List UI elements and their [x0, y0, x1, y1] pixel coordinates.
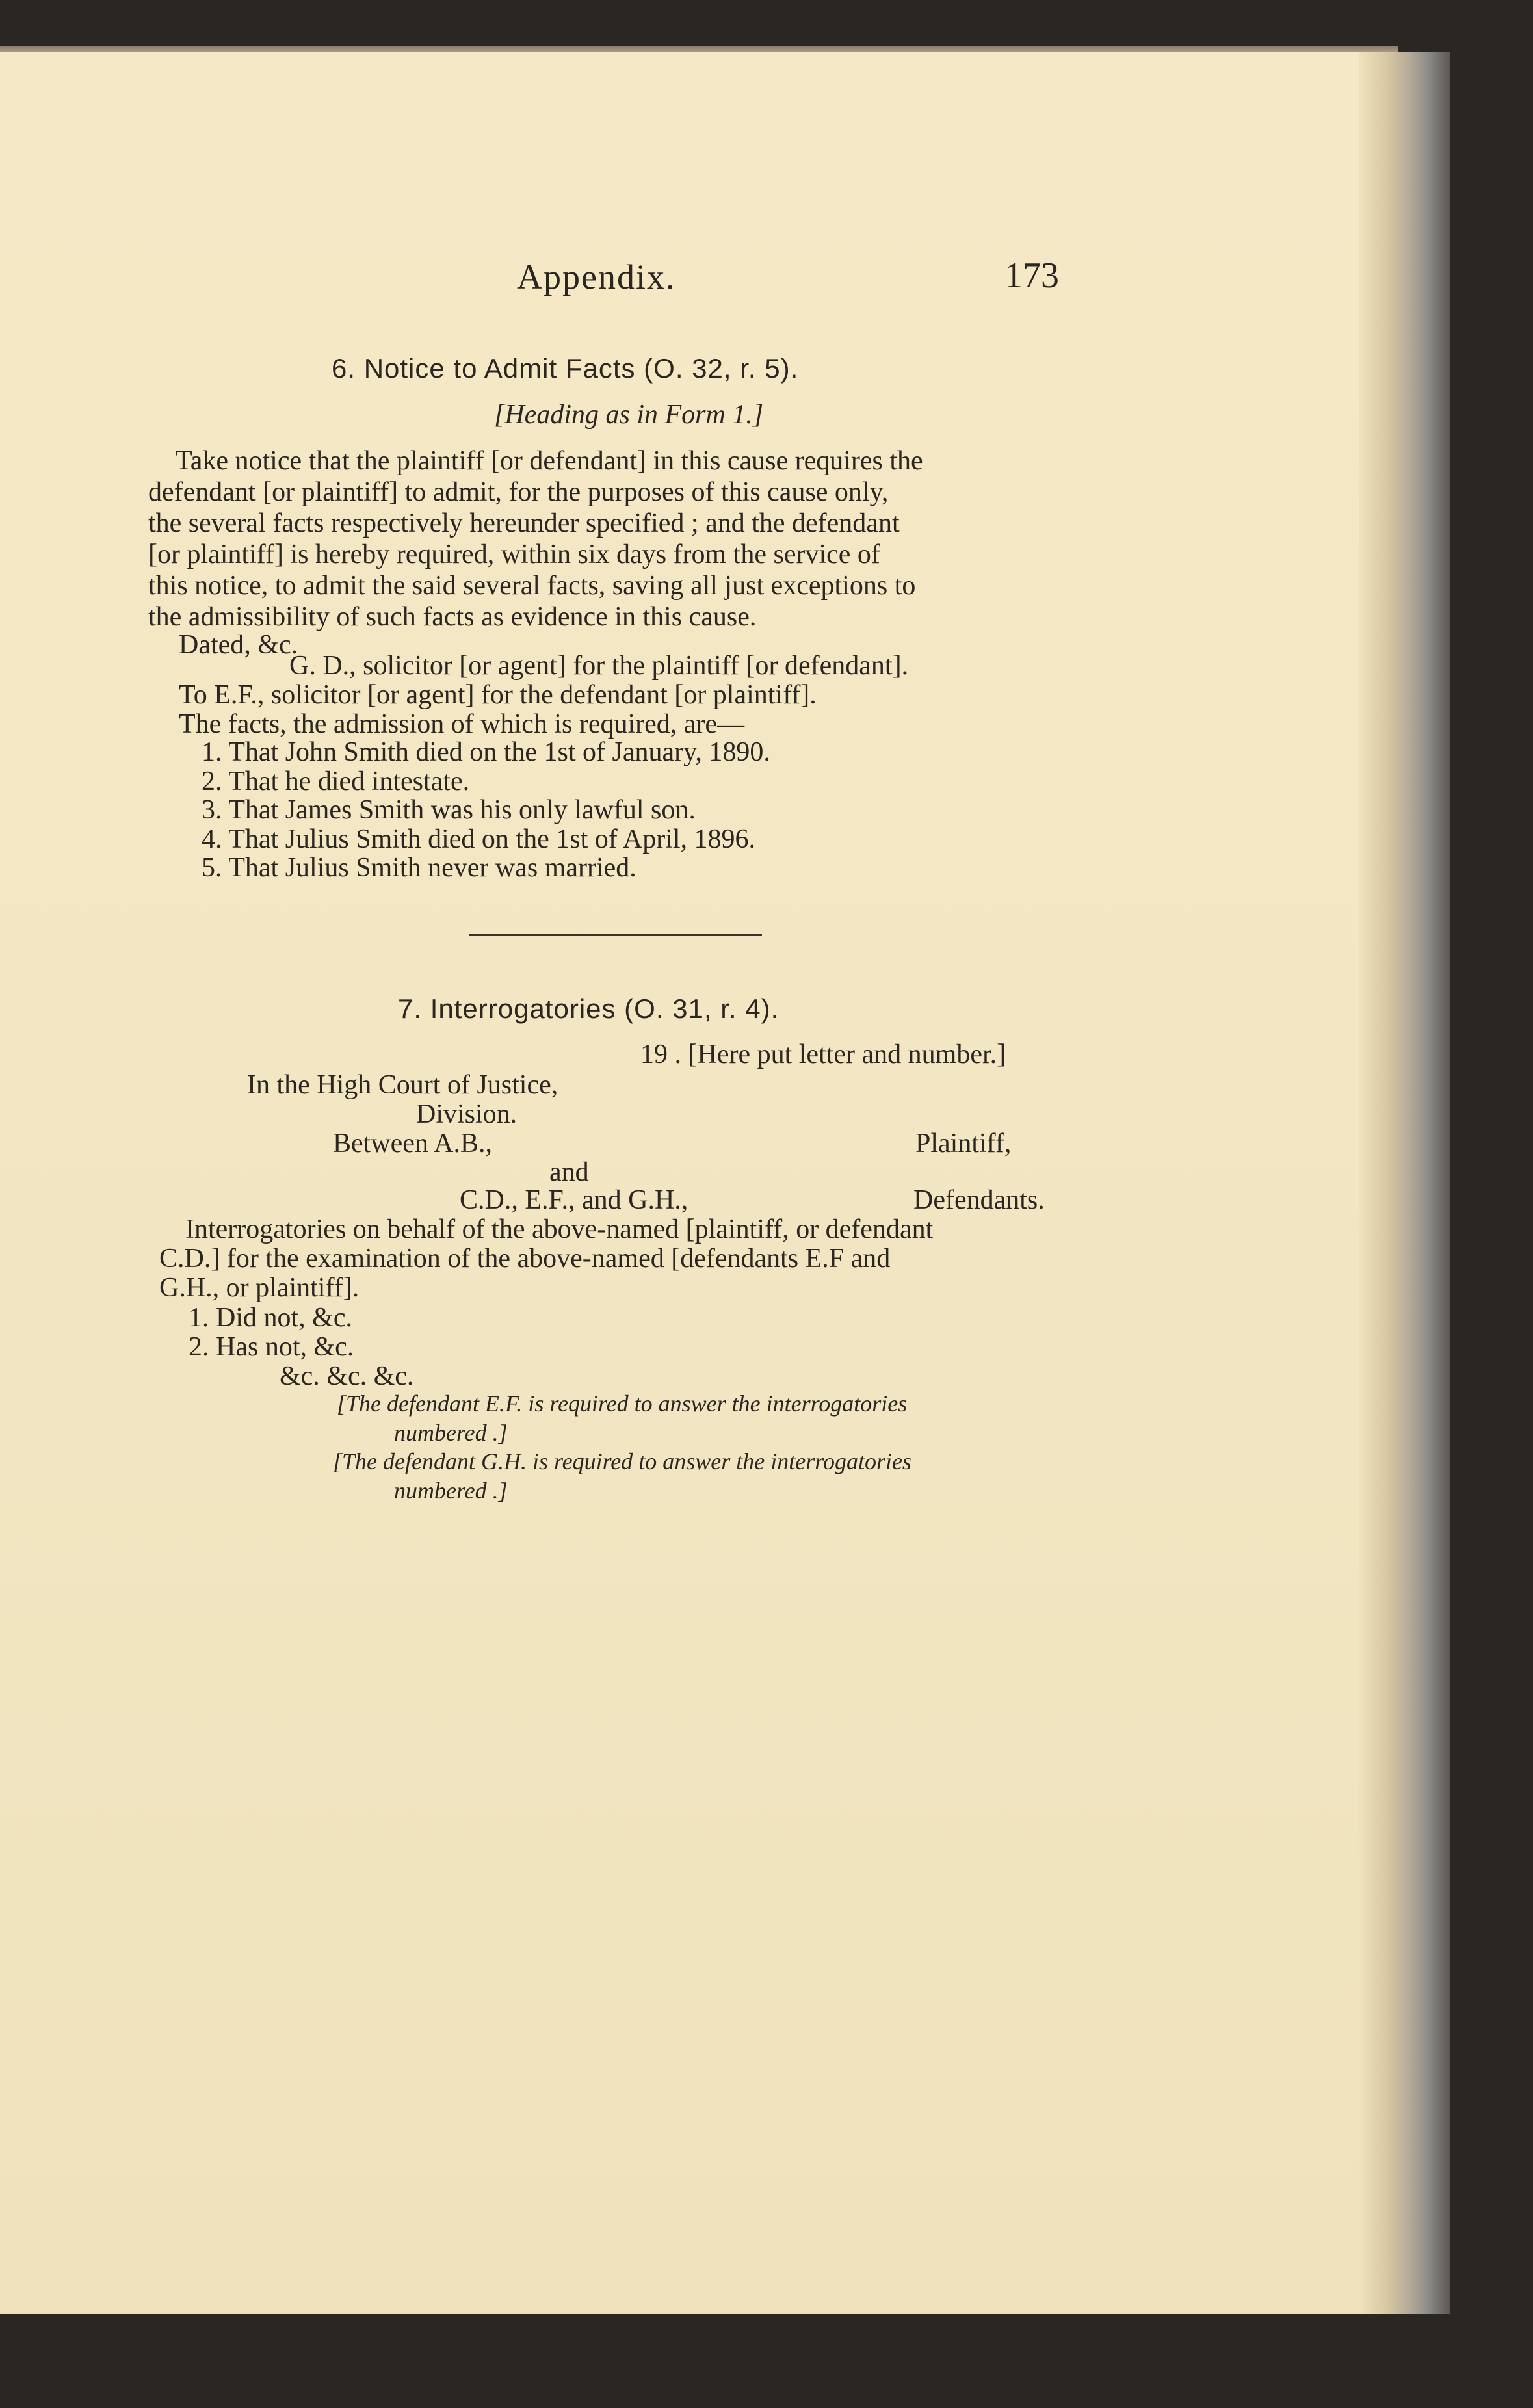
form6-fact: 3. That James Smith was his only lawful son.	[202, 795, 696, 825]
form6-body-line: this notice, to admit the said several facts, saving all just exceptions to	[148, 571, 916, 601]
form6-body-line: defendant [or plaintiff] to admit, for the purposes of this cause only,	[148, 477, 889, 507]
form7-between: Between A.B.,	[333, 1129, 492, 1158]
form7-item: 2. Has not, &c.	[189, 1332, 354, 1362]
section-divider	[469, 934, 762, 936]
form7-heading: 7. Interrogatories (O. 31, r. 4).	[398, 993, 780, 1024]
form7-division: Division.	[416, 1099, 518, 1129]
form6-addressee: To E.F., solicitor [or agent] for the defendant [or plaintiff].	[179, 680, 817, 710]
form7-court: In the High Court of Justice,	[247, 1070, 558, 1100]
form7-intro-line: Interrogatories on behalf of the above-named [plaintiff, or defendant	[185, 1214, 934, 1244]
form7-plaintiff-label: Plaintiff,	[915, 1129, 1012, 1158]
form6-fact: 5. That Julius Smith never was married.	[202, 853, 636, 883]
page-number: 173	[1004, 255, 1059, 296]
form6-body-line: Take notice that the plaintiff [or defendant] in this cause requires the	[176, 446, 923, 476]
book-spine-edge	[1359, 52, 1450, 2314]
form6-body-line: the admissibility of such facts as evidence in this cause.	[148, 602, 757, 632]
form6-facts-intro: The facts, the admission of which is required, are—	[179, 709, 745, 739]
form7-and: and	[549, 1157, 589, 1187]
form6-dated: Dated, &c.	[179, 630, 298, 660]
form6-fact: 1. That John Smith died on the 1st of January, 1890.	[202, 737, 770, 767]
form7-item: 1. Did not, &c.	[189, 1303, 352, 1333]
form6-fact: 4. That Julius Smith died on the 1st of April, 1896.	[202, 824, 756, 854]
form7-note-line: numbered .]	[394, 1420, 508, 1446]
form7-defendants-names: C.D., E.F., and G.H.,	[460, 1185, 688, 1215]
form7-note-line: [The defendant E.F. is required to answer the interrogatories	[337, 1391, 908, 1417]
running-header-title: Appendix.	[517, 257, 676, 296]
form6-signature: G. D., solicitor [or agent] for the plaintiff [or defendant].	[289, 651, 909, 681]
form7-intro-line: G.H., or plaintiff].	[159, 1273, 360, 1303]
form6-body-line: the several facts respectively hereunder specified ; and the defendant	[148, 508, 900, 538]
form7-defendants-label: Defendants.	[913, 1185, 1045, 1215]
form6-heading: 6. Notice to Admit Facts (O. 32, r. 5).	[332, 353, 799, 384]
form7-etc-line: &c. &c. &c.	[280, 1361, 414, 1391]
form6-fact: 2. That he died intestate.	[202, 766, 470, 796]
form6-subheading: [Heading as in Form 1.]	[494, 400, 764, 430]
form7-year-line: 19 . [Here put letter and number.]	[640, 1040, 1006, 1069]
book-page	[0, 52, 1398, 2314]
form7-intro-line: C.D.] for the examination of the above-named [defendants E.F and	[159, 1244, 891, 1274]
form7-note-line: [The defendant G.H. is required to answer the interrogatories	[333, 1448, 911, 1474]
form6-body-line: [or plaintiff] is hereby required, within six days from the service of	[148, 540, 880, 569]
form7-note-line: numbered .]	[394, 1478, 508, 1504]
